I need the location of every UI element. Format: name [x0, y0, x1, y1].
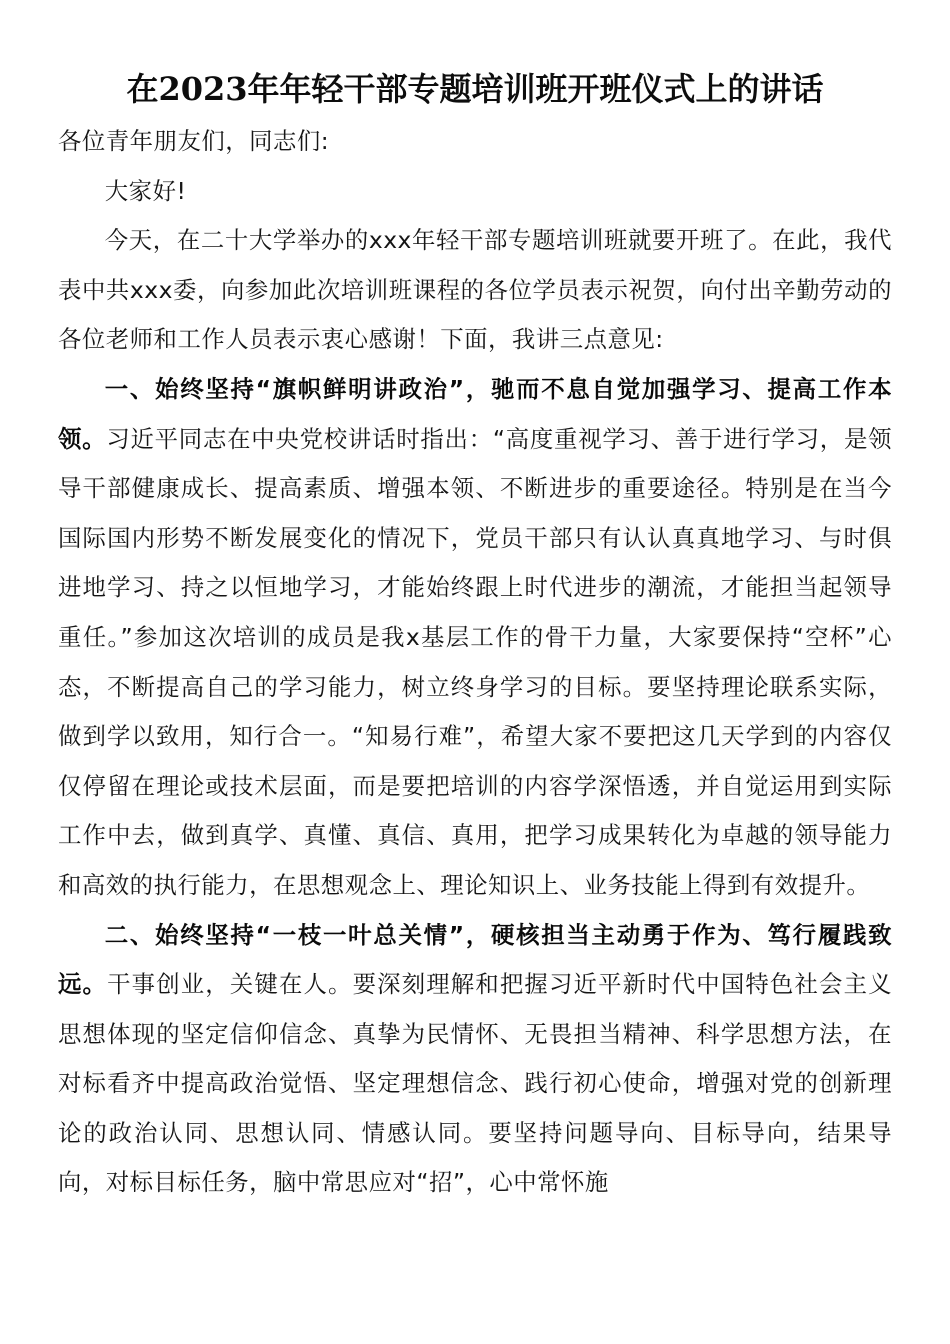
section-one-paragraph — [58, 365, 892, 911]
section-two-heading: 二、始终坚持“一枝一叶总关情”，硬核担当主动勇于作为、笃行履践致远。 — [58, 920, 892, 999]
section-two-body: 干事创业，关键在人。要深刻理解和把握习近平新时代中国特色社会主义思想体现的坚定信仰信念、真挚为民情怀、无畏担当精神、科学思想方法，在对标看齐中提高政治觉悟、坚定理想信念、践行初心使命，增强对党的创新理论的政治认同、思想认同、情感认同。要坚持问题导向、目标导向，结果导向，对标目标任务，脑中常思应对“招”，心中常怀施 — [58, 970, 893, 1197]
section-one-body: 习近平同志在中央党校讲话时指出：“高度重视学习、善于进行学习，是领导干部健康成长、提高素质、增强本领、不断进步的重要途径。特别是在当今国际国内形势不断发展变化的情况下，党员干部只有认认真真地学习、与时俱进地学习、持之以恒地学习，才能始终跟上时代进步的潮流，才能担当起领导重任。”参加这次培训的成员是我x基层工作的骨干力量，大家要保持“空杯”心态，不断提高自己的学习能力，树立终身学习的目标。要坚持理论联系实际，做到学以致用，知行合一。“知易行难”，希望大家不要把这几天学到的内容仅仅停留在理论或技术层面，而是要把培训的内容学深悟透，并自觉运用到实际工作中去，做到真学、真懂、真信、真用，把学习成果转化为卓越的领导能力和高效的执行能力，在思想观念上、理论知识上、业务技能上得到有效提升。 — [58, 424, 893, 899]
section-one-heading: 一、始终坚持“旗帜鲜明讲政治”，驰而不息自觉加强学习、提高工作本领。 — [58, 374, 892, 453]
salutation: 各位青年朋友们，同志们: — [58, 127, 330, 155]
intro-paragraph: 今天，在二十大学举办的xxx年轻干部专题培训班就要开班了。在此，我代表中共xxx委，向参加此次培训班课程的各位学员表示祝贺，向付出辛勤劳动的各位老师和工作人员表示衷心感谢！下面，我讲三点意见: — [58, 226, 892, 354]
greeting: 大家好! — [104, 176, 187, 205]
document-title: 在2023年年轻干部专题培训班开班仪式上的讲话 — [126, 70, 824, 108]
document-body — [58, 117, 892, 1208]
section-two-paragraph — [58, 911, 892, 1209]
